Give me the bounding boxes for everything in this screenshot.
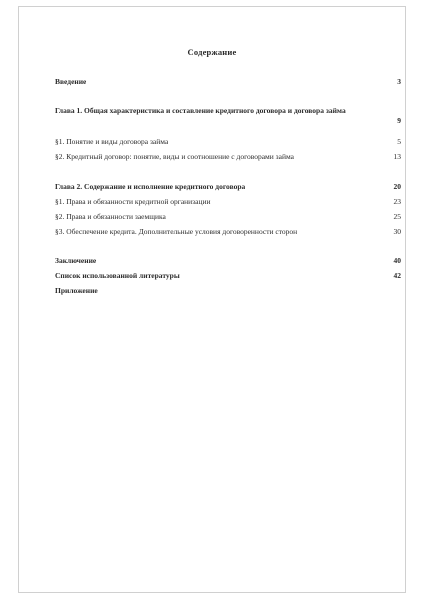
toc-entry-page: 23: [393, 197, 401, 206]
toc-entry-chapter-1: [55, 106, 401, 126]
toc-entry-label: §1. Понятие и виды договора займа: [55, 137, 169, 146]
toc-entry-label: Приложение: [55, 286, 98, 295]
page-title: Содержание: [187, 47, 237, 57]
toc-entry-page: 42: [393, 271, 401, 280]
toc-entry-page: 20: [393, 182, 401, 191]
toc-entry-label: §2. Права и обязанности заемщика: [55, 212, 166, 221]
toc-entry-label: Заключение: [55, 256, 97, 265]
toc-entry-page: 9: [397, 116, 401, 125]
toc-entry-label: Список использованной литературы: [55, 271, 180, 280]
toc-entry-label: §2. Кредитный договор: понятие, виды и соотношение с договорами займа: [55, 152, 295, 161]
toc-entry-label: Глава 1. Общая характеристика и составление кредитного договора и договора займа: [55, 106, 346, 115]
toc-entry-label: §3. Обеспечение кредита. Дополнительные условия договоренности сторон: [55, 227, 298, 236]
toc-entry-page: 13: [393, 152, 401, 161]
toc-entry-label: Введение: [55, 77, 87, 86]
document-page: [18, 6, 406, 593]
toc-entry-page: 30: [393, 227, 401, 236]
toc-entry-label: §1. Права и обязанности кредитной организации: [55, 197, 211, 206]
toc-entry-page: 3: [397, 77, 401, 86]
toc-entry-page: 5: [397, 137, 401, 146]
toc-entry-label: Глава 2. Содержание и исполнение кредитного договора: [55, 182, 246, 191]
toc-entry-page: 40: [393, 256, 401, 265]
toc-entry-page: 25: [393, 212, 401, 221]
